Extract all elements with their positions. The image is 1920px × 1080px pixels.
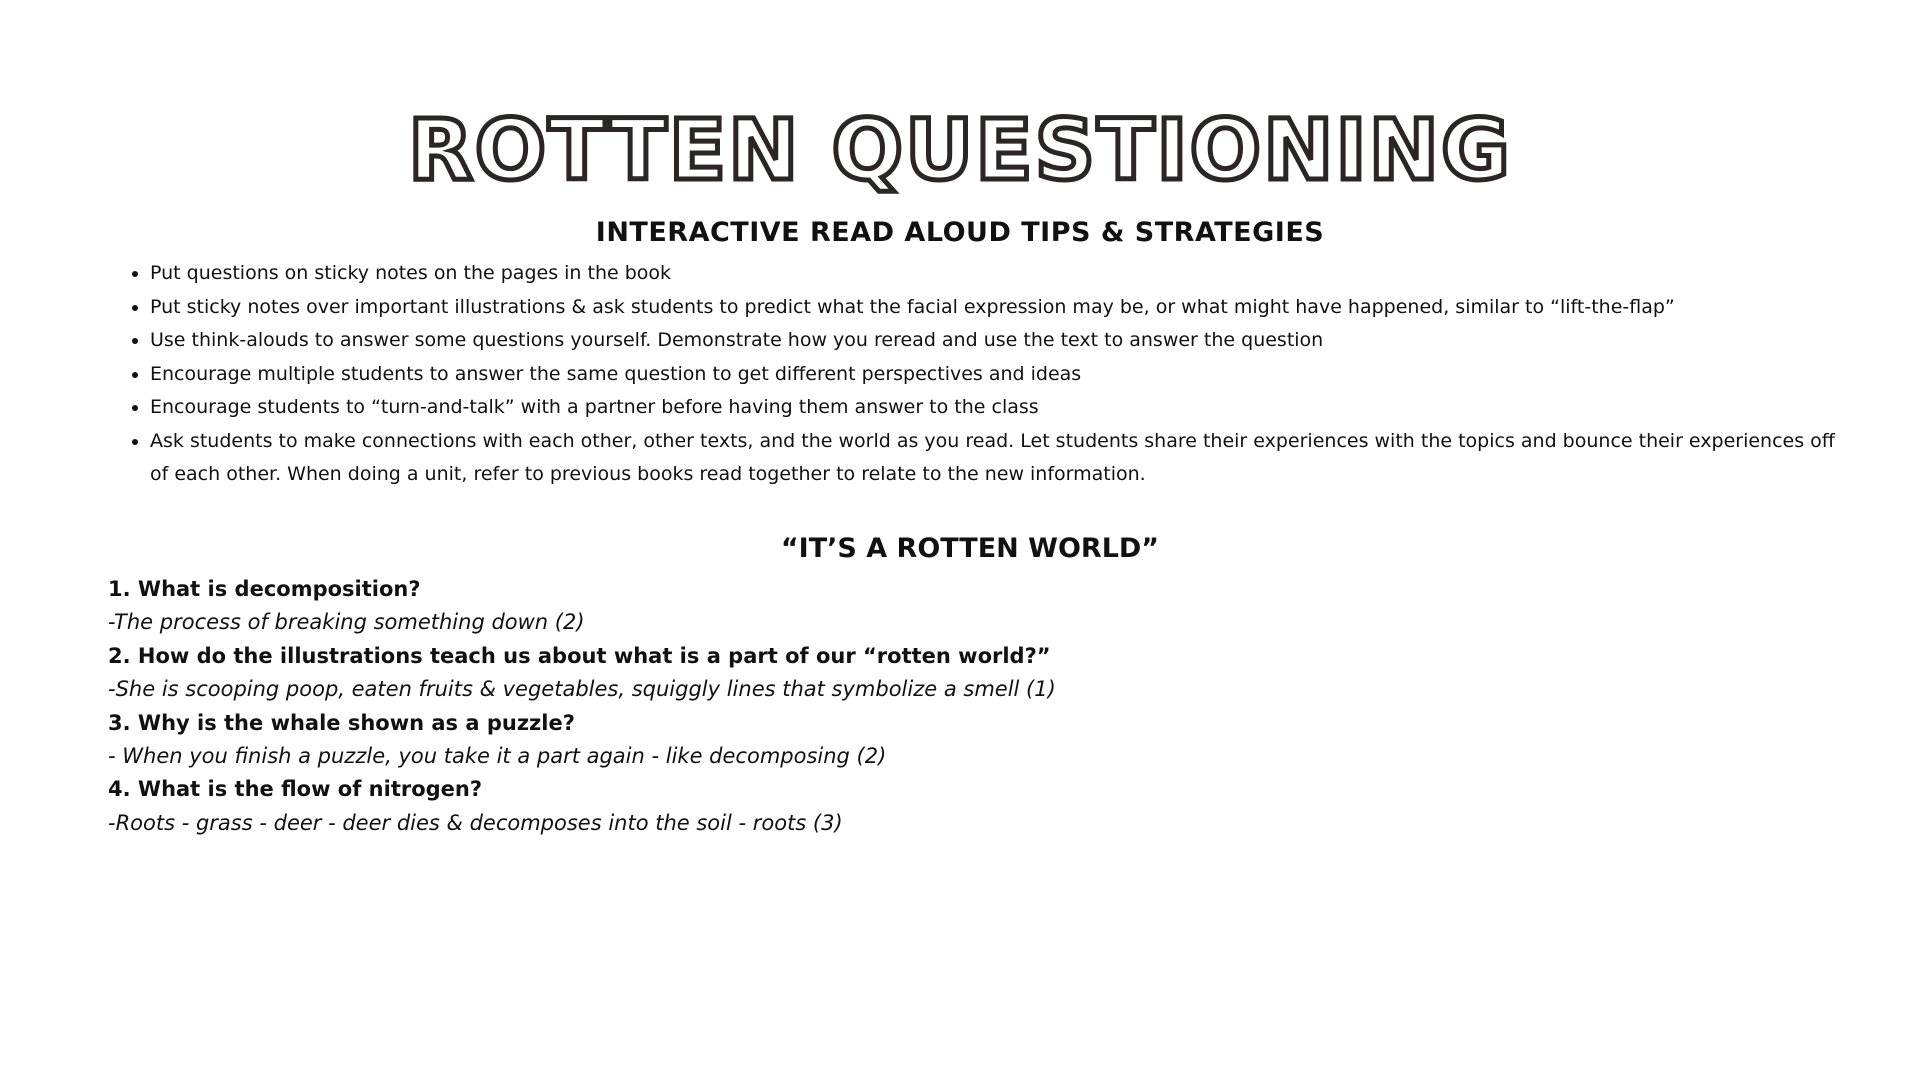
tip-item: • Ask students to make connections with each other, other texts, and the world as you read. Let students share their experiences with the topics and bounce their experiences off of each other. When doing a unit, refer to previous books read together to relate to the new information.	[150, 425, 1850, 492]
answer: -Roots - grass - deer - deer dies & decomposes into the soil - roots (3)	[108, 810, 843, 835]
answer: -The process of breaking something down (2)	[108, 610, 585, 635]
page-title: ROTTEN QUESTIONING	[408, 101, 1512, 199]
answer: -She is scooping poop, eaten fruits & vegetables, squiggly lines that symbolize a smell (1)	[108, 677, 1056, 702]
question: 1. What is decomposition?	[108, 577, 421, 601]
tip-item: • Put questions on sticky notes on the pages in the book	[150, 257, 1850, 291]
tip-item: • Encourage students to “turn-and-talk” with a partner before having them answer to the class	[150, 391, 1850, 425]
tip-item: • Put sticky notes over important illustrations & ask students to predict what the facial expression may be, or what might have happened, similar to “lift-the-flap”	[150, 291, 1850, 325]
question: 2. How do the illustrations teach us about what is a part of our “rotten world?”	[108, 643, 1051, 668]
tip-item: • Encourage multiple students to answer the same question to get different perspectives and ideas	[150, 358, 1850, 392]
question-answer-list	[108, 573, 1808, 840]
tips-list	[130, 257, 1850, 492]
tips-heading: INTERACTIVE READ ALOUD TIPS & STRATEGIES	[595, 217, 1325, 248]
question: 4. What is the flow of nitrogen?	[108, 777, 483, 802]
tip-item: • Use think-alouds to answer some questions yourself. Demonstrate how you reread and use the text to answer the question	[150, 324, 1850, 358]
section-heading: “IT’S A ROTTEN WORLD”	[780, 533, 1160, 564]
question: 3. Why is the whale shown as a puzzle?	[108, 710, 575, 735]
answer: - When you finish a puzzle, you take it a part again - like decomposing (2)	[108, 744, 887, 769]
